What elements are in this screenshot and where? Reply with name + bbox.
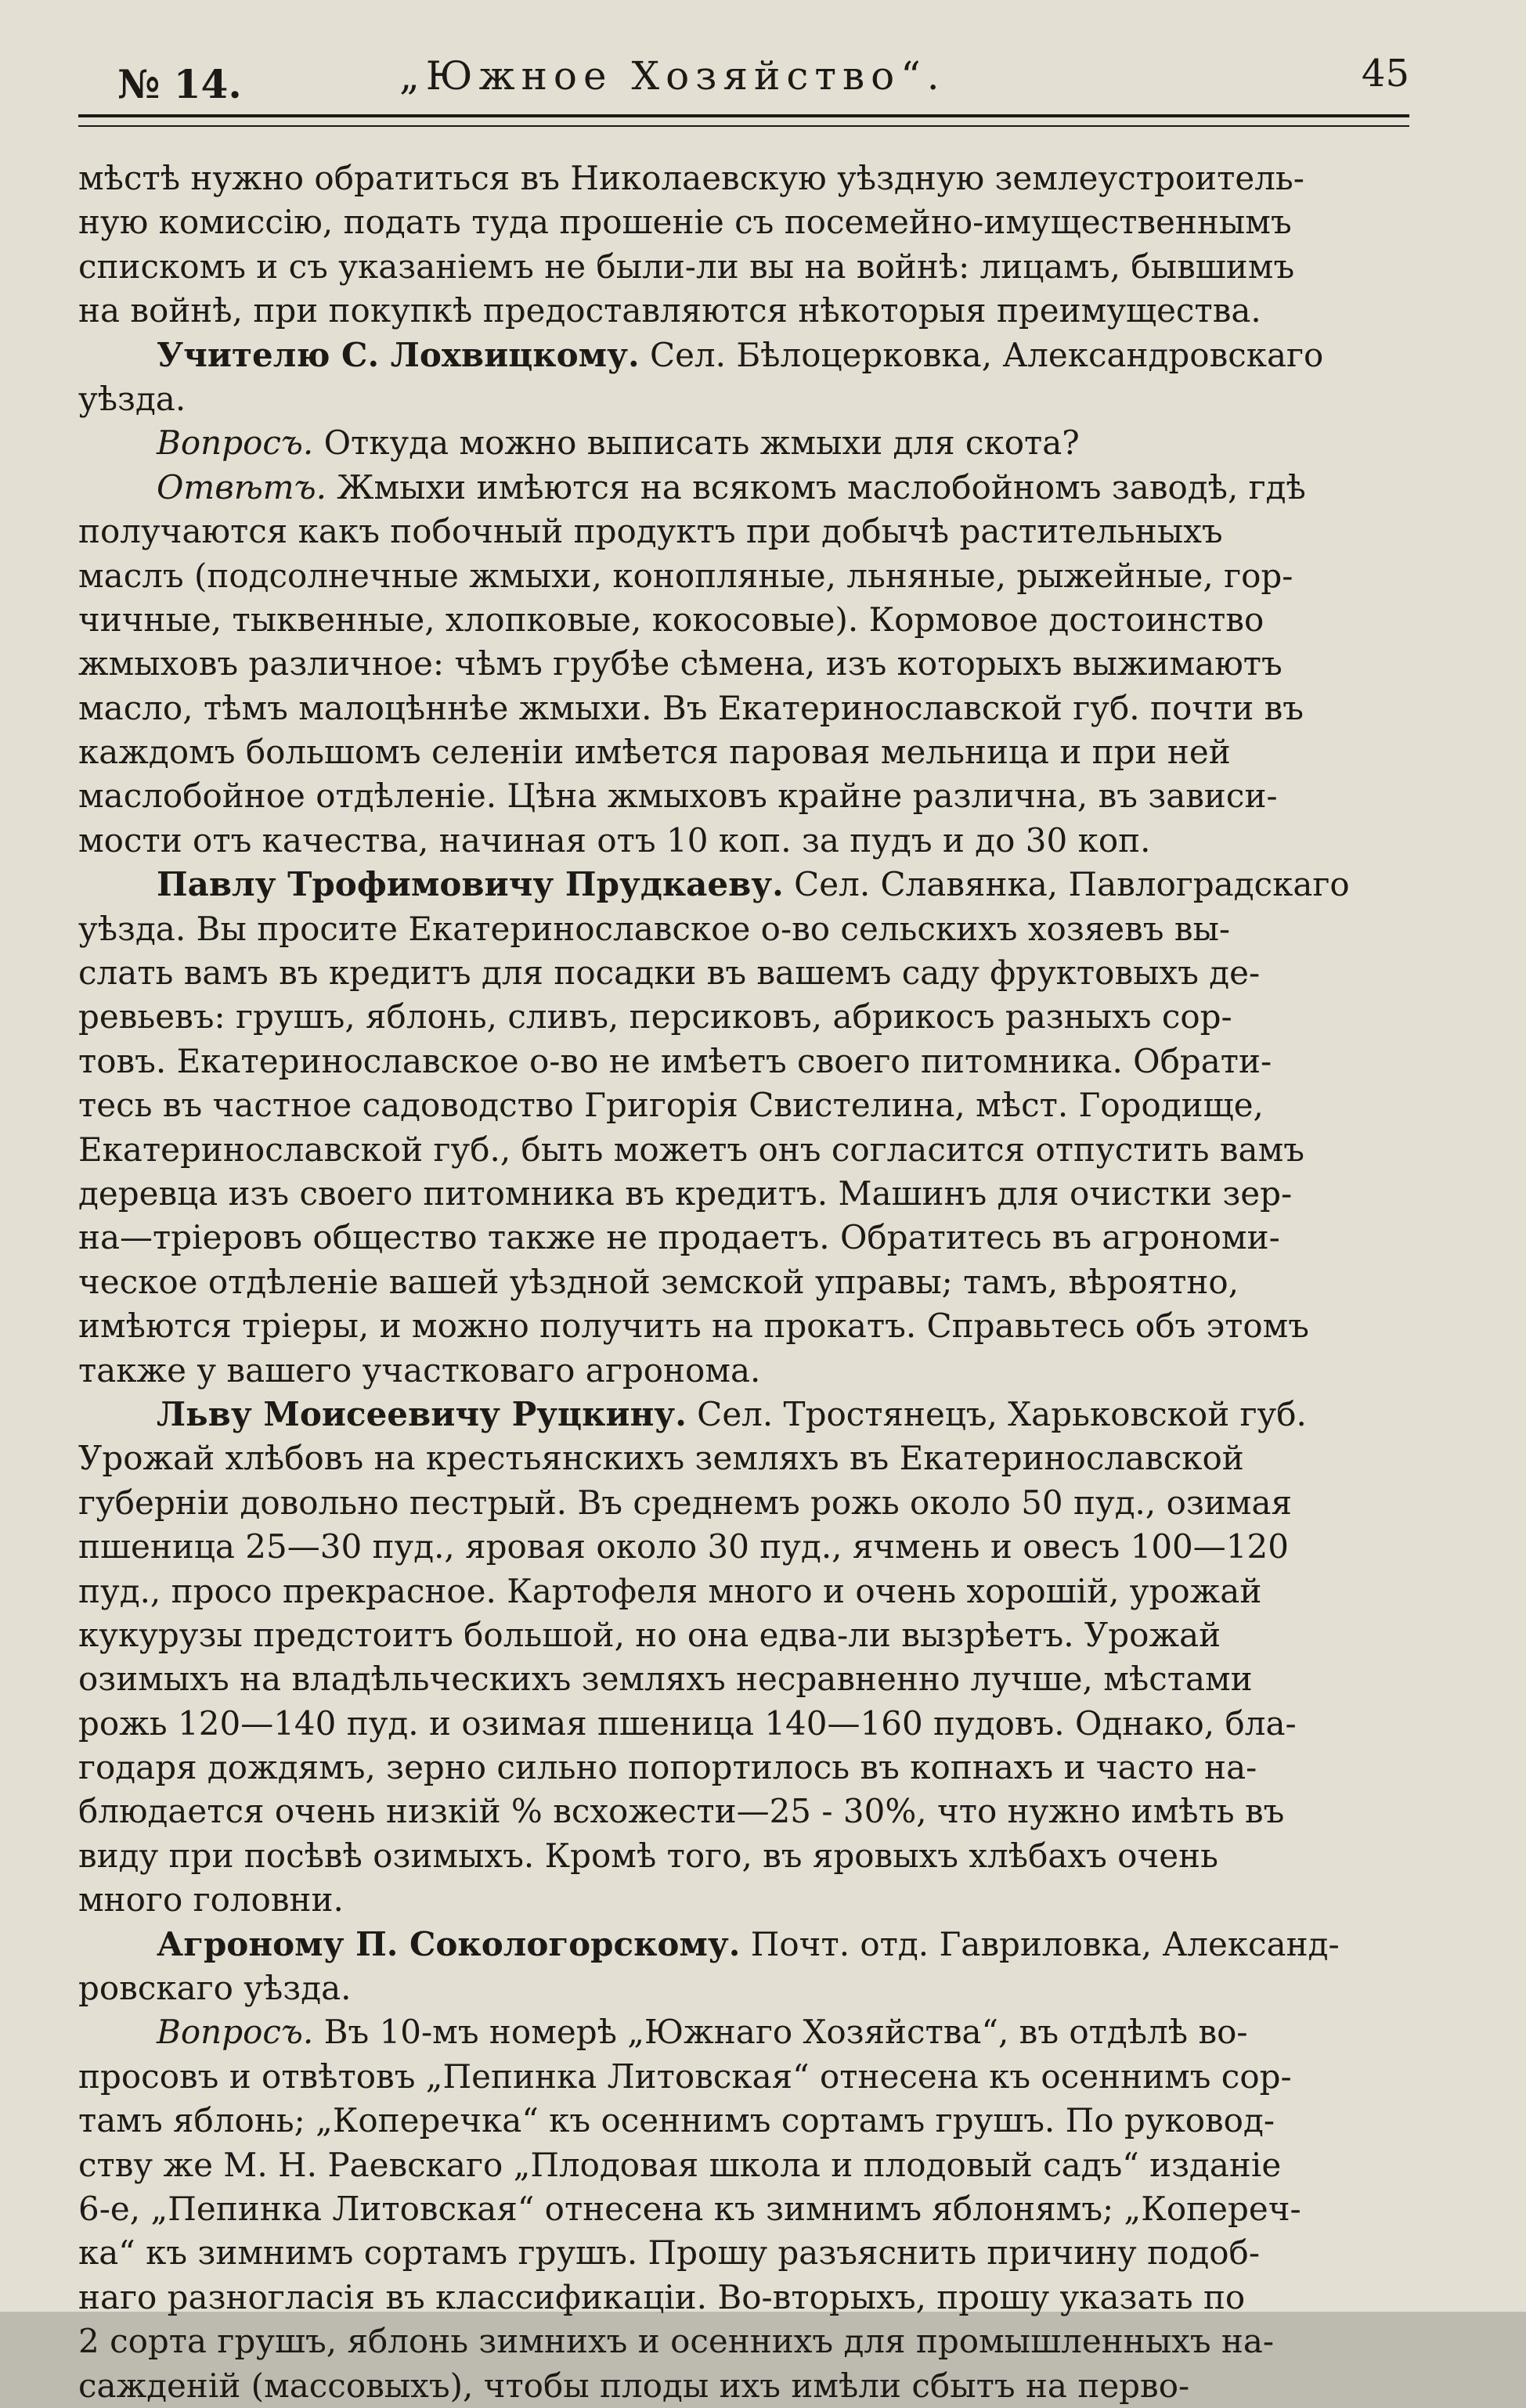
text-line: [78, 907, 1409, 951]
line-text: сажденій (массовыхъ), чтобы плоды ихъ имѣли сбытъ на перво-: [78, 2366, 1190, 2405]
text-line: [78, 1304, 1409, 1348]
qa-label: Отвѣтъ.: [157, 467, 326, 506]
text-line: [78, 995, 1409, 1039]
issue-number: № 14.: [117, 61, 242, 107]
line-text: ческое отдѣленіе вашей уѣздной земской управы; тамъ, вѣроятно,: [78, 1262, 1239, 1301]
line-text: имѣются тріеры, и можно получить на прокатъ. Справьтесь объ этомъ: [78, 1307, 1310, 1346]
header-rule-thin: [78, 125, 1409, 127]
text-line: [78, 377, 1409, 421]
header-rule-thick: [78, 114, 1409, 117]
text-line: [78, 2143, 1409, 2187]
text-line: [78, 1790, 1409, 1833]
text-line: [78, 1966, 1409, 2010]
text-line: [78, 774, 1409, 818]
line-text: спискомъ и съ указаніемъ не были-ли вы на войнѣ: лицамъ, бывшимъ: [78, 247, 1295, 286]
line-text: озимыхъ на владѣльческихъ земляхъ несравненно лучше, мѣстами: [78, 1660, 1253, 1699]
text-line: [78, 245, 1409, 289]
line-text: Жмыхи имѣются на всякомъ маслобойномъ заводѣ, гдѣ: [326, 467, 1306, 506]
line-text: уѣзда. Вы просите Екатеринославское о-во сельскихъ хозяевъ вы-: [78, 909, 1231, 948]
line-text: виду при посѣвѣ озимыхъ. Кромѣ того, въ яровыхъ хлѣбахъ очень: [78, 1836, 1218, 1875]
text-line: [78, 2099, 1409, 2143]
line-text: мости отъ качества, начиная отъ 10 коп. за пудъ и до 30 коп.: [78, 820, 1151, 860]
line-text: Сел. Бѣлоцерковка, Александровскаго: [639, 335, 1324, 374]
addressee-name: Павлу Трофимовичу Прудкаеву.: [157, 865, 784, 904]
line-text: чичные, тыквенные, хлопковые, кокосовые). Кормовое достоинство: [78, 600, 1264, 639]
text-line: [78, 2364, 1409, 2408]
line-text: много головни.: [78, 1880, 344, 1920]
text-line: [78, 1083, 1409, 1127]
text-line: [78, 289, 1409, 333]
line-text: пшеница 25—30 пуд., яровая около 30 пуд., ячмень и овесъ 100—120: [78, 1527, 1289, 1566]
text-line: [78, 157, 1409, 200]
text-line: [78, 1923, 1409, 1966]
line-text: товъ. Екатеринославское о-во не имѣетъ своего питомника. Обрати-: [78, 1041, 1272, 1080]
line-text: мѣстѣ нужно обратиться въ Николаевскую уѣздную землеустроитель-: [78, 159, 1304, 197]
text-line: [78, 200, 1409, 244]
line-text: также у вашего участковаго агронома.: [78, 1350, 761, 1390]
text-line: [78, 1525, 1409, 1569]
line-text: на—тріеровъ общество также не продаетъ. Обратитесь въ агрономи-: [78, 1218, 1280, 1257]
line-text: маслъ (подсолнечные жмыхи, конопляные, льняные, рыжейные, гор-: [78, 556, 1293, 595]
text-line: [78, 1172, 1409, 1216]
text-line: [78, 730, 1409, 774]
text-line: [78, 2320, 1409, 2363]
line-text: губерніи довольно пестрый. Въ среднемъ рожь около 50 пуд., озимая: [78, 1483, 1293, 1522]
line-text: блюдается очень низкій % всхожести—25 - 30%, что нужно имѣть въ: [78, 1792, 1285, 1831]
qa-label: Вопросъ.: [157, 2013, 314, 2052]
line-text: годаря дождямъ, зерно сильно попортилось въ копнахъ и часто на-: [78, 1748, 1257, 1787]
text-line: [78, 819, 1409, 863]
qa-label: Вопросъ.: [157, 424, 314, 463]
line-text: ную комиссію, подать туда прошеніе съ посемейно-имущественнымъ: [78, 203, 1292, 242]
text-line: [78, 1040, 1409, 1083]
text-line: [78, 554, 1409, 598]
line-text: каждомъ большомъ селеніи имѣется паровая мельница и при ней: [78, 733, 1231, 772]
text-line: [78, 466, 1409, 510]
line-text: просовъ и отвѣтовъ „Пепинка Литовская“ отнесена къ осеннимъ сор-: [78, 2057, 1292, 2096]
line-text: маслобойное отдѣленіе. Цѣна жмыховъ крайне различна, въ зависи-: [78, 777, 1278, 816]
line-text: масло, тѣмъ малоцѣннѣе жмыхи. Въ Екатеринославской губ. почти въ: [78, 688, 1304, 727]
text-line: [78, 598, 1409, 642]
line-text: кукурузы предстоитъ большой, но она едва-ли вызрѣетъ. Урожай: [78, 1615, 1221, 1654]
addressee-name: Учителю С. Лохвицкому.: [157, 335, 640, 374]
line-text: тамъ яблонь; „Коперечка“ къ осеннимъ сортамъ грушъ. По руковод-: [78, 2101, 1275, 2140]
addressee-name: Агроному П. Сокологорскому.: [157, 1924, 741, 1963]
line-text: жмыховъ различное: чѣмъ грубѣе сѣмена, изъ которыхъ выжимаютъ: [78, 644, 1282, 683]
line-text: 6-е, „Пепинка Литовская“ отнесена къ зимнимъ яблонямъ; „Копереч-: [78, 2189, 1301, 2228]
text-line: [78, 1746, 1409, 1790]
line-text: ревьевъ: грушъ, яблонь, сливъ, персиковъ, абрикосъ разныхъ сор-: [78, 997, 1232, 1036]
line-text: на войнѣ, при покупкѣ предоставляются нѣкоторыя преимущества.: [78, 291, 1261, 330]
text-line: [78, 951, 1409, 995]
text-line: [78, 863, 1409, 907]
text-line: [78, 1260, 1409, 1304]
text-line: [78, 510, 1409, 553]
text-line: [78, 1570, 1409, 1613]
running-header: [117, 47, 1409, 117]
text-line: [78, 2231, 1409, 2275]
line-text: тесь въ частное садоводство Григорія Свистелина, мѣст. Городище,: [78, 1086, 1264, 1125]
journal-title: „Южное Хозяйство“.: [399, 53, 946, 99]
line-text: деревца изъ своего питомника въ кредитъ. Машинъ для очистки зер-: [78, 1173, 1293, 1213]
line-text: наго разногласія въ классификаціи. Во-вторыхъ, прошу указать по: [78, 2277, 1246, 2316]
line-text: Откуда можно выписать жмыхи для скота?: [313, 424, 1080, 463]
text-line: [78, 1349, 1409, 1393]
text-line: [78, 1878, 1409, 1922]
line-text: Екатеринославской губ., быть можетъ онъ согласится отпустить вамъ: [78, 1130, 1304, 1169]
text-line: [78, 1481, 1409, 1525]
text-line: [78, 1393, 1409, 1437]
line-text: ка“ къ зимнимъ сортамъ грушъ. Прошу разъяснить причину подоб-: [78, 2233, 1261, 2273]
article-body: [78, 157, 1409, 2408]
line-text: пуд., просо прекрасное. Картофеля много и очень хорошій, урожай: [78, 1571, 1262, 1610]
line-text: Почт. отд. Гавриловка, Александ-: [740, 1924, 1340, 1963]
line-text: слать вамъ въ кредитъ для посадки въ вашемъ саду фруктовыхъ де-: [78, 953, 1261, 993]
line-text: 2 сорта грушъ, яблонь зимнихъ и осеннихъ для промышленныхъ на-: [78, 2322, 1275, 2361]
text-line: [78, 642, 1409, 686]
line-text: Урожай хлѣбовъ на крестьянскихъ земляхъ въ Екатеринославской: [78, 1439, 1244, 1478]
text-line: [78, 687, 1409, 730]
text-line: [78, 333, 1409, 377]
line-text: Сел. Тростянецъ, Харьковской губ.: [686, 1394, 1307, 1433]
text-line: [78, 1437, 1409, 1480]
text-line: [78, 1834, 1409, 1878]
addressee-name: Льву Моисеевичу Руцкину.: [157, 1394, 687, 1433]
text-line: [78, 1657, 1409, 1701]
page-number: 45: [1361, 52, 1409, 96]
text-line: [78, 2276, 1409, 2320]
line-text: уѣзда.: [78, 379, 186, 418]
text-line: [78, 2187, 1409, 2231]
text-line: [78, 2010, 1409, 2054]
line-text: ству же М. Н. Раевскаго „Плодовая школа и плодовый садъ“ изданіе: [78, 2145, 1282, 2184]
text-line: [78, 1702, 1409, 1746]
text-line: [78, 1216, 1409, 1260]
line-text: получаются какъ побочный продуктъ при добычѣ растительныхъ: [78, 512, 1223, 551]
line-text: Сел. Славянка, Павлоградскаго: [783, 865, 1350, 904]
line-text: Въ 10-мъ номерѣ „Южнаго Хозяйства“, въ отдѣлѣ во-: [313, 2013, 1248, 2052]
line-text: рожь 120—140 пуд. и озимая пшеница 140—160 пудовъ. Однако, бла-: [78, 1703, 1297, 1743]
text-line: [78, 1613, 1409, 1657]
text-line: [78, 2055, 1409, 2099]
line-text: ровскаго уѣзда.: [78, 1969, 352, 2008]
text-line: [78, 1128, 1409, 1172]
text-line: [78, 421, 1409, 465]
